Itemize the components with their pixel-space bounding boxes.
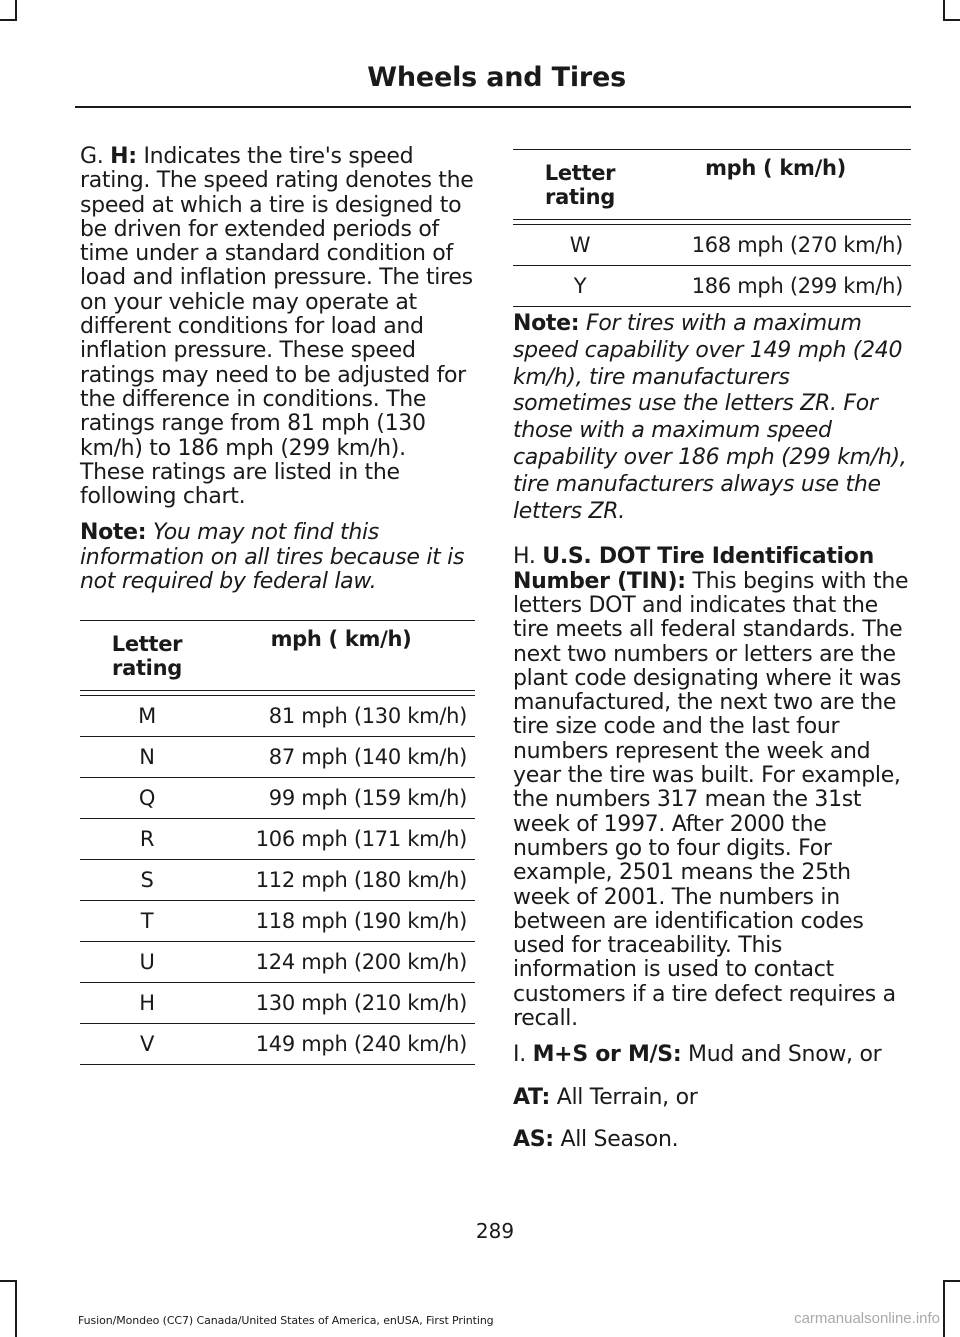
table-cell: 99 mph (159 km/h) <box>214 778 475 819</box>
paragraph-text: This begins with the letters DOT and indicates that the tire meets all federal standards. The next two numbers or letters are the plant code designating where it was manufactured, the next two are the tire size code and the last four numbers represent the week and year the tire was built. For example, the numbers 317 mean the 31st week of 1997. After 2000 the numbers go to four digits. For example, 2501 means the 25th week of 2001. The numbers in between are identification codes used for traceability. This information is used to contact customers if a tire defect requires a recall. <box>513 568 909 1032</box>
crop-mark <box>943 19 960 21</box>
term-label: AS: <box>513 1126 554 1152</box>
speed-rating-table <box>80 620 475 1065</box>
table-header-row <box>80 621 475 691</box>
table-cell: 124 mph (200 km/h) <box>214 942 475 983</box>
table-row <box>80 860 475 901</box>
table-header-cell: Letter rating <box>80 621 214 691</box>
paragraph-all-season <box>513 1128 911 1152</box>
right-column <box>513 149 911 1164</box>
term-label: M+S or M/S: <box>532 1042 682 1068</box>
note-label: Note: <box>80 520 147 546</box>
note <box>80 521 475 594</box>
table-cell: M <box>80 696 214 737</box>
item-prefix: I. <box>513 1042 526 1068</box>
note-text: You may not find this information on all tires because it is not required by federal law. <box>80 520 465 595</box>
crop-mark <box>15 0 17 20</box>
table-row <box>80 737 475 778</box>
table-row <box>80 778 475 819</box>
table-cell: V <box>80 1024 214 1065</box>
table-cell: 168 mph (270 km/h) <box>647 225 911 266</box>
table-cell: 149 mph (240 km/h) <box>214 1024 475 1065</box>
term-label: H: <box>110 144 137 169</box>
note-text: For tires with a maximum speed capability over 149 mph (240 km/h), tire manufacturers sometimes use the letters ZR. For those with a maximum speed capability over 186 mph (299 km/h), tire manufacturers always use the letters ZR. <box>513 311 907 524</box>
table-header-cell: mph ( km/h) <box>214 621 475 691</box>
term-label: AT: <box>513 1084 551 1110</box>
crop-mark <box>15 1280 17 1337</box>
paragraph-text: Indicates the tire's speed rating. The speed rating denotes the speed at which a tire is designed to be driven for extended periods of time under a standard condition of load and inflation pressure. The tires on your vehicle may operate at different conditions for load and inflation pressure. These speed ratings may need to be adjusted for the difference in conditions. The ratings range from 81 mph (130 km/h) to 186 mph (299 km/h). These ratings are listed in the following chart. <box>80 144 474 510</box>
paragraph-text: All Terrain, or <box>556 1084 698 1110</box>
page-title: Wheels and Tires <box>367 62 626 93</box>
table-row <box>80 983 475 1024</box>
table-cell: 118 mph (190 km/h) <box>214 901 475 942</box>
table-row <box>80 696 475 737</box>
table-cell: N <box>80 737 214 778</box>
crop-mark <box>943 0 945 20</box>
paragraph-dot-tin <box>513 545 911 1031</box>
header-divider <box>75 106 911 108</box>
paragraph-speed-rating <box>80 145 475 509</box>
note <box>513 311 911 525</box>
crop-mark <box>943 1280 945 1337</box>
left-column <box>80 145 475 1065</box>
paragraph-all-terrain <box>513 1086 911 1110</box>
table-cell: U <box>80 942 214 983</box>
note-label: Note: <box>513 311 580 336</box>
table-cell: Y <box>513 266 647 307</box>
table-row <box>513 225 911 266</box>
table-header-cell: mph ( km/h) <box>647 150 911 220</box>
table-cell: 106 mph (171 km/h) <box>214 819 475 860</box>
watermark: carmanualsonline.info <box>794 1310 940 1327</box>
item-prefix: G. <box>80 144 104 169</box>
table-cell: T <box>80 901 214 942</box>
table-row <box>513 266 911 307</box>
table-row <box>80 819 475 860</box>
table-cell: R <box>80 819 214 860</box>
table-cell: 81 mph (130 km/h) <box>214 696 475 737</box>
table-row <box>80 1024 475 1065</box>
paragraph-text: Mud and Snow, or <box>688 1042 882 1068</box>
table-cell: 87 mph (140 km/h) <box>214 737 475 778</box>
table-cell: S <box>80 860 214 901</box>
term-label: U.S. DOT Tire Identification Number (TIN): <box>513 544 874 594</box>
table-row <box>80 942 475 983</box>
crop-mark <box>0 19 17 21</box>
item-prefix: H. <box>513 544 536 570</box>
table-cell: 186 mph (299 km/h) <box>647 266 911 307</box>
paragraph-text: All Season. <box>560 1126 679 1152</box>
crop-mark <box>0 1280 17 1282</box>
paragraph-mud-snow <box>513 1043 911 1067</box>
crop-mark <box>943 1280 960 1282</box>
table-header-cell: Letter rating <box>513 150 647 220</box>
table-cell: 130 mph (210 km/h) <box>214 983 475 1024</box>
speed-rating-table-continued <box>513 149 911 307</box>
table-header-row <box>513 150 911 220</box>
page-number: 289 <box>475 1219 515 1243</box>
table-cell: W <box>513 225 647 266</box>
footer-text: Fusion/Mondeo (CC7) Canada/United States of America, enUSA, First Printing <box>78 1314 494 1327</box>
table-cell: 112 mph (180 km/h) <box>214 860 475 901</box>
table-row <box>80 901 475 942</box>
table-cell: H <box>80 983 214 1024</box>
table-cell: Q <box>80 778 214 819</box>
